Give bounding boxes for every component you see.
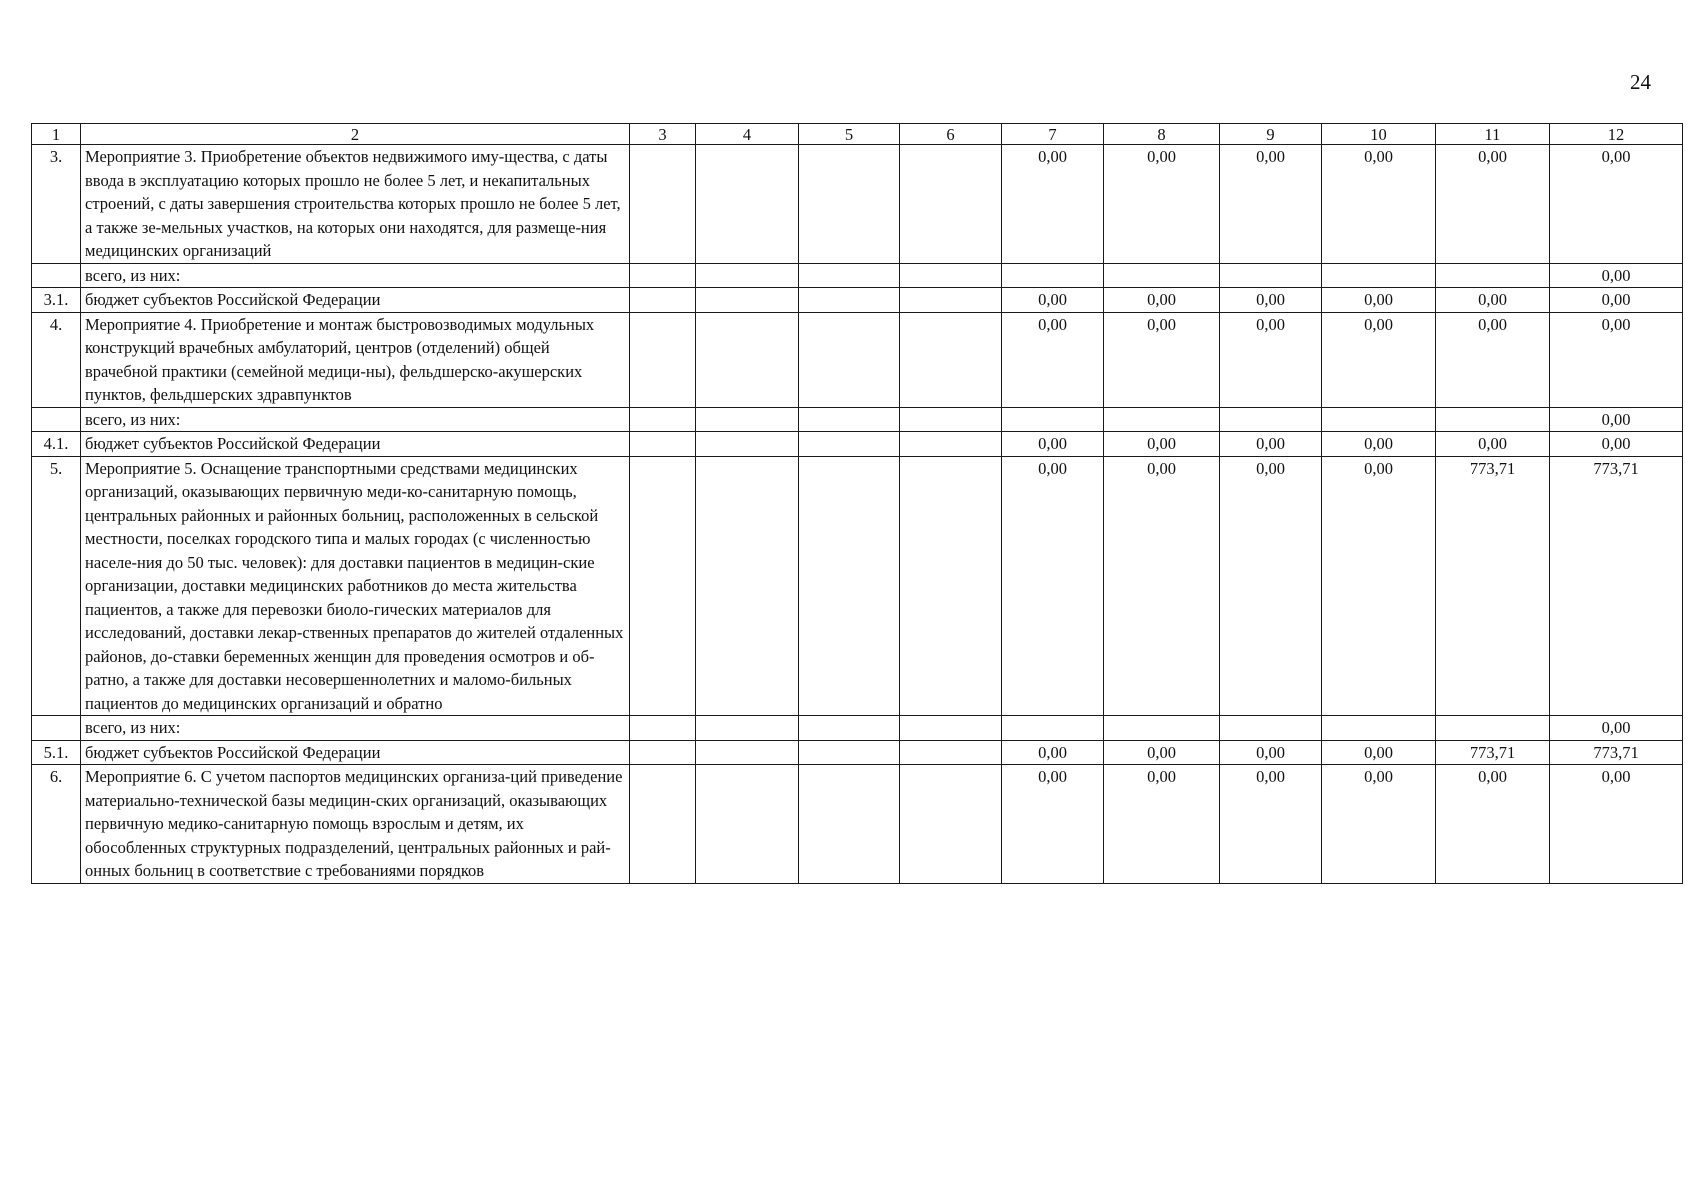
value-cell: 773,71 — [1550, 740, 1683, 765]
row-number: 5. — [32, 456, 81, 716]
row-description: Мероприятие 6. С учетом паспортов медицинских организа-ций приведение материально-технической базы медицин-ских организаций, оказывающих первичную медико-санитарную помощь взрослым и детям, их обособленных структурных подразделений, центральных районных и рай-онных больниц в соответствие с требованиями порядков — [81, 765, 630, 884]
value-cell: 0,00 — [1436, 312, 1550, 407]
value-cell: 0,00 — [1104, 765, 1220, 884]
row-description: всего, из них: — [81, 407, 630, 432]
row-number — [32, 716, 81, 741]
column-header: 10 — [1322, 124, 1436, 145]
value-cell — [630, 432, 696, 457]
value-cell: 0,00 — [1104, 740, 1220, 765]
value-cell — [696, 145, 799, 264]
value-cell: 0,00 — [1322, 765, 1436, 884]
value-cell — [630, 288, 696, 313]
value-cell: 0,00 — [1104, 145, 1220, 264]
value-cell — [696, 716, 799, 741]
value-cell: 0,00 — [1002, 288, 1104, 313]
value-cell — [799, 312, 900, 407]
value-cell — [1220, 407, 1322, 432]
value-cell: 0,00 — [1436, 145, 1550, 264]
column-header: 7 — [1002, 124, 1104, 145]
value-cell: 0,00 — [1220, 456, 1322, 716]
value-cell — [1220, 263, 1322, 288]
value-cell: 0,00 — [1550, 432, 1683, 457]
value-cell — [900, 407, 1002, 432]
value-cell — [799, 716, 900, 741]
value-cell — [696, 765, 799, 884]
table-row — [32, 456, 1683, 716]
value-cell — [1436, 407, 1550, 432]
value-cell — [900, 740, 1002, 765]
row-description: Мероприятие 5. Оснащение транспортными средствами медицинских организаций, оказывающих первичную меди-ко-санитарную помощь, центральных районных и районных больниц, расположенных в сельской местности, поселках городского типа и малых городах (с численностью населе-ния до 50 тыс. человек): для доставки пациентов в медицин-ские организации, доставки медицинских работников до места жительства пациентов, а также для перевозки биоло-гических материалов для исследований, доставки лекар-ственных препаратов до жителей отдаленных районов, до-ставки беременных женщин для проведения осмотров и об-ратно, а также для доставки несовершеннолетних и маломо-бильных пациентов до медицинских организаций и обратно — [81, 456, 630, 716]
table-row — [32, 145, 1683, 264]
value-cell: 0,00 — [1436, 765, 1550, 884]
value-cell — [799, 765, 900, 884]
row-number: 4. — [32, 312, 81, 407]
row-number — [32, 407, 81, 432]
value-cell — [799, 407, 900, 432]
value-cell — [1322, 716, 1436, 741]
value-cell — [630, 765, 696, 884]
row-description: бюджет субъектов Российской Федерации — [81, 288, 630, 313]
column-header: 12 — [1550, 124, 1683, 145]
value-cell: 0,00 — [1220, 312, 1322, 407]
table-row — [32, 740, 1683, 765]
value-cell — [900, 145, 1002, 264]
row-number: 4.1. — [32, 432, 81, 457]
value-cell — [696, 407, 799, 432]
value-cell: 0,00 — [1220, 740, 1322, 765]
value-cell: 0,00 — [1322, 456, 1436, 716]
column-header: 6 — [900, 124, 1002, 145]
value-cell — [630, 740, 696, 765]
table-row — [32, 432, 1683, 457]
row-description: бюджет субъектов Российской Федерации — [81, 432, 630, 457]
column-header: 8 — [1104, 124, 1220, 145]
value-cell — [1002, 263, 1104, 288]
value-cell: 0,00 — [1436, 432, 1550, 457]
value-cell: 0,00 — [1002, 765, 1104, 884]
value-cell: 0,00 — [1550, 145, 1683, 264]
row-description: Мероприятие 3. Приобретение объектов недвижимого иму-щества, с даты ввода в эксплуатацию которых прошло не более 5 лет, и некапитальных строений, с даты завершения строительства которых прошло не более 5 лет, а также зе-мельных участков, на которых они находятся, для размеще-ния медицинских организаций — [81, 145, 630, 264]
value-cell: 773,71 — [1436, 740, 1550, 765]
value-cell — [900, 716, 1002, 741]
value-cell: 0,00 — [1322, 432, 1436, 457]
value-cell — [696, 288, 799, 313]
value-cell — [630, 263, 696, 288]
row-number: 5.1. — [32, 740, 81, 765]
value-cell: 0,00 — [1104, 456, 1220, 716]
table-row — [32, 312, 1683, 407]
row-number: 3. — [32, 145, 81, 264]
value-cell: 0,00 — [1436, 288, 1550, 313]
value-cell: 0,00 — [1104, 432, 1220, 457]
table-row — [32, 288, 1683, 313]
value-cell — [799, 432, 900, 457]
value-cell — [1220, 716, 1322, 741]
value-cell: 0,00 — [1550, 407, 1683, 432]
value-cell: 0,00 — [1104, 288, 1220, 313]
value-cell — [630, 145, 696, 264]
value-cell: 0,00 — [1550, 288, 1683, 313]
value-cell — [900, 765, 1002, 884]
row-description: всего, из них: — [81, 263, 630, 288]
value-cell — [696, 432, 799, 457]
value-cell: 0,00 — [1220, 432, 1322, 457]
column-header: 1 — [32, 124, 81, 145]
value-cell: 0,00 — [1002, 740, 1104, 765]
column-header: 5 — [799, 124, 900, 145]
value-cell: 0,00 — [1322, 740, 1436, 765]
row-description: бюджет субъектов Российской Федерации — [81, 740, 630, 765]
column-header: 4 — [696, 124, 799, 145]
value-cell — [630, 312, 696, 407]
value-cell: 0,00 — [1002, 456, 1104, 716]
value-cell — [1104, 263, 1220, 288]
value-cell — [900, 288, 1002, 313]
value-cell: 0,00 — [1220, 765, 1322, 884]
page-number: 24 — [1630, 70, 1651, 94]
value-cell — [900, 263, 1002, 288]
column-header: 2 — [81, 124, 630, 145]
value-cell — [799, 456, 900, 716]
value-cell: 0,00 — [1550, 312, 1683, 407]
value-cell: 0,00 — [1550, 716, 1683, 741]
value-cell — [630, 456, 696, 716]
column-header: 11 — [1436, 124, 1550, 145]
value-cell: 0,00 — [1002, 432, 1104, 457]
value-cell — [900, 432, 1002, 457]
value-cell: 773,71 — [1436, 456, 1550, 716]
column-header: 3 — [630, 124, 696, 145]
column-header: 9 — [1220, 124, 1322, 145]
value-cell: 0,00 — [1104, 312, 1220, 407]
value-cell: 0,00 — [1220, 145, 1322, 264]
value-cell — [1104, 407, 1220, 432]
value-cell — [696, 740, 799, 765]
value-cell: 0,00 — [1002, 312, 1104, 407]
value-cell — [900, 312, 1002, 407]
row-description: всего, из них: — [81, 716, 630, 741]
value-cell — [1002, 716, 1104, 741]
table-row — [32, 263, 1683, 288]
value-cell: 0,00 — [1550, 263, 1683, 288]
value-cell — [696, 456, 799, 716]
value-cell: 0,00 — [1322, 312, 1436, 407]
row-number — [32, 263, 81, 288]
table-row — [32, 407, 1683, 432]
table-row — [32, 716, 1683, 741]
column-number-header-row — [32, 124, 1683, 145]
value-cell: 773,71 — [1550, 456, 1683, 716]
budget-table — [31, 123, 1683, 884]
value-cell — [1104, 716, 1220, 741]
value-cell — [1436, 263, 1550, 288]
row-number: 3.1. — [32, 288, 81, 313]
value-cell: 0,00 — [1220, 288, 1322, 313]
value-cell — [1436, 716, 1550, 741]
value-cell: 0,00 — [1322, 145, 1436, 264]
value-cell — [630, 407, 696, 432]
value-cell: 0,00 — [1322, 288, 1436, 313]
value-cell — [799, 263, 900, 288]
value-cell — [1322, 407, 1436, 432]
value-cell — [696, 312, 799, 407]
value-cell — [799, 288, 900, 313]
value-cell — [799, 740, 900, 765]
value-cell — [799, 145, 900, 264]
value-cell — [1002, 407, 1104, 432]
row-number: 6. — [32, 765, 81, 884]
value-cell — [900, 456, 1002, 716]
value-cell — [630, 716, 696, 741]
table-row — [32, 765, 1683, 884]
value-cell: 0,00 — [1002, 145, 1104, 264]
value-cell: 0,00 — [1550, 765, 1683, 884]
value-cell — [1322, 263, 1436, 288]
value-cell — [696, 263, 799, 288]
row-description: Мероприятие 4. Приобретение и монтаж быстровозводимых модульных конструкций врачебных амбулаторий, центров (отделений) общей врачебной практики (семейной медици-ны), фельдшерско-акушерских пунктов, фельдшерских здравпунктов — [81, 312, 630, 407]
